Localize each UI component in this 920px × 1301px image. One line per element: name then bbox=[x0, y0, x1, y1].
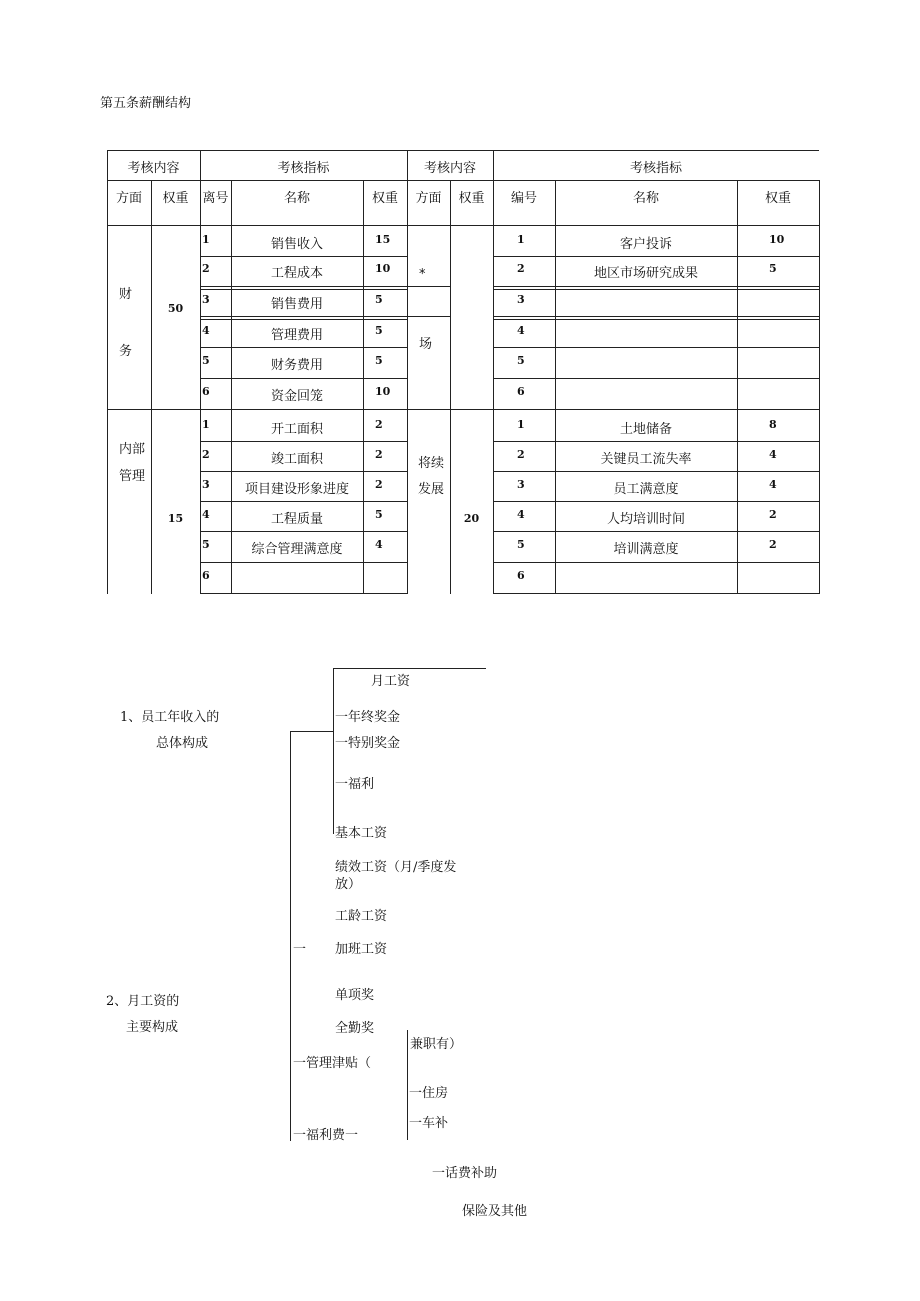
section2-title-line1: 2、月工资的 bbox=[106, 994, 180, 1009]
header-aspect-right: 方面 bbox=[415, 191, 442, 206]
sustain-weight: 20 bbox=[463, 512, 480, 525]
header-name-left: 名称 bbox=[283, 191, 310, 206]
internal-row-number: 4 bbox=[202, 508, 210, 521]
monthly-salary: 月工资 bbox=[371, 674, 411, 689]
base-salary: 基本工资 bbox=[335, 826, 388, 841]
sustain-row-number: 6 bbox=[517, 569, 525, 582]
seniority-salary: 工龄工资 bbox=[335, 909, 388, 924]
sustain-row-number: 5 bbox=[517, 538, 525, 551]
sustain-label-2: 发展 bbox=[418, 482, 445, 497]
internal-row-number: 1 bbox=[202, 418, 210, 431]
sustain-row-weight: 4 bbox=[769, 478, 777, 491]
page-heading: 第五条薪酬结构 bbox=[100, 96, 192, 111]
market-row-number: 4 bbox=[517, 324, 525, 337]
sustain-row-number: 3 bbox=[517, 478, 525, 491]
sustain-row-name: 土地储备 bbox=[619, 422, 672, 437]
sustain-row-weight: 2 bbox=[769, 508, 777, 521]
internal-row-weight: 5 bbox=[375, 508, 383, 521]
performance-salary-line1: 绩效工资（月/季度发 bbox=[335, 860, 457, 875]
sustain-label-1: 将续 bbox=[418, 456, 445, 471]
finance-row-name: 销售收入 bbox=[270, 237, 323, 252]
header-weight-left: 权重 bbox=[162, 191, 189, 206]
finance-row-number: 2 bbox=[202, 262, 210, 275]
internal-row-weight: 2 bbox=[375, 418, 383, 431]
finance-label-1: 财 bbox=[119, 287, 133, 302]
market-row-weight: 10 bbox=[769, 233, 785, 246]
market-row-number: 3 bbox=[517, 293, 525, 306]
market-row-number: 2 bbox=[517, 262, 525, 275]
finance-row-weight: 15 bbox=[375, 233, 391, 246]
finance-weight: 50 bbox=[167, 302, 184, 315]
sustain-row-name: 员工满意度 bbox=[613, 482, 679, 497]
header-indicator-left: 考核指标 bbox=[277, 161, 330, 176]
finance-row-name: 销售费用 bbox=[270, 297, 323, 312]
welfare-fee: 一福利费一 bbox=[293, 1128, 359, 1143]
sustain-row-name: 关键员工流失率 bbox=[600, 452, 692, 467]
internal-label-2: 管理 bbox=[119, 469, 146, 484]
internal-row-number: 6 bbox=[202, 569, 210, 582]
internal-row-weight: 2 bbox=[375, 448, 383, 461]
finance-row-name: 资金回笼 bbox=[270, 389, 323, 404]
internal-row-name: 工程质量 bbox=[270, 512, 323, 527]
internal-row-name: 项目建设形象进度 bbox=[244, 482, 349, 497]
market-row-number: 1 bbox=[517, 233, 525, 246]
concurrent-position: 兼职有） bbox=[410, 1037, 463, 1052]
market-label-2: 场 bbox=[419, 337, 433, 352]
finance-label-2: 务 bbox=[119, 344, 133, 359]
tree-dash: 一 bbox=[293, 942, 307, 957]
finance-row-number: 5 bbox=[202, 354, 210, 367]
sustain-row-weight: 2 bbox=[769, 538, 777, 551]
finance-row-weight: 5 bbox=[375, 324, 383, 337]
housing-allowance: 一住房 bbox=[409, 1086, 449, 1101]
market-row-number: 6 bbox=[517, 385, 525, 398]
internal-row-weight: 4 bbox=[375, 538, 383, 551]
internal-row-number: 2 bbox=[202, 448, 210, 461]
finance-row-number: 1 bbox=[202, 233, 210, 246]
header-weight-left-2: 权重 bbox=[371, 191, 398, 206]
sustain-row-name: 人均培训时间 bbox=[606, 512, 685, 527]
internal-label-1: 内部 bbox=[119, 442, 146, 457]
section1-title-line1: 1、员工年收入的 bbox=[120, 710, 220, 725]
finance-row-weight: 5 bbox=[375, 293, 383, 306]
finance-row-number: 4 bbox=[202, 324, 210, 337]
market-row-weight: 5 bbox=[769, 262, 777, 275]
section2-title-line2: 主要构成 bbox=[126, 1020, 179, 1035]
header-weight-right: 权重 bbox=[458, 191, 485, 206]
internal-row-name: 综合管理满意度 bbox=[251, 542, 343, 557]
finance-row-weight: 10 bbox=[375, 262, 391, 275]
header-aspect-left: 方面 bbox=[115, 191, 142, 206]
header-content-left: 考核内容 bbox=[127, 161, 180, 176]
market-row-name: 地区市场研究成果 bbox=[593, 266, 698, 281]
performance-salary-line2: 放） bbox=[335, 877, 362, 892]
header-name-right: 名称 bbox=[632, 191, 659, 206]
section1-title-line2: 总体构成 bbox=[156, 736, 209, 751]
header-indicator-right: 考核指标 bbox=[629, 161, 682, 176]
welfare: 一福利 bbox=[335, 777, 375, 792]
single-award: 单项奖 bbox=[335, 988, 375, 1003]
finance-row-weight: 5 bbox=[375, 354, 383, 367]
year-end-bonus: 一年终奖金 bbox=[335, 710, 401, 725]
internal-row-number: 3 bbox=[202, 478, 210, 491]
internal-row-number: 5 bbox=[202, 538, 210, 551]
sustain-row-number: 4 bbox=[517, 508, 525, 521]
phone-subsidy: 一话费补助 bbox=[432, 1166, 498, 1181]
sustain-row-name: 培训满意度 bbox=[613, 542, 679, 557]
finance-row-name: 管理费用 bbox=[270, 328, 323, 343]
attendance-award: 全勤奖 bbox=[335, 1021, 375, 1036]
finance-row-number: 3 bbox=[202, 293, 210, 306]
finance-row-name: 工程成本 bbox=[270, 266, 323, 281]
overtime-salary: 加班工资 bbox=[335, 942, 388, 957]
sustain-row-number: 1 bbox=[517, 418, 525, 431]
finance-row-weight: 10 bbox=[375, 385, 391, 398]
sustain-row-weight: 4 bbox=[769, 448, 777, 461]
management-allowance: 一管理津贴（ bbox=[293, 1056, 372, 1071]
sustain-row-number: 2 bbox=[517, 448, 525, 461]
header-seq-left: 离号 bbox=[202, 191, 229, 206]
internal-row-name: 竣工面积 bbox=[270, 452, 323, 467]
finance-row-name: 财务费用 bbox=[270, 358, 323, 373]
sustain-row-weight: 8 bbox=[769, 418, 777, 431]
special-bonus: 一特别奖金 bbox=[335, 736, 401, 751]
header-seq-right: 编号 bbox=[510, 191, 537, 206]
market-label-1: * bbox=[419, 267, 426, 282]
car-allowance: 一车补 bbox=[409, 1116, 449, 1131]
internal-row-name: 开工面积 bbox=[270, 422, 323, 437]
header-content-right: 考核内容 bbox=[423, 161, 476, 176]
internal-row-weight: 2 bbox=[375, 478, 383, 491]
finance-row-number: 6 bbox=[202, 385, 210, 398]
insurance-and-other: 保险及其他 bbox=[462, 1204, 528, 1219]
internal-weight: 15 bbox=[167, 512, 184, 525]
market-row-number: 5 bbox=[517, 354, 525, 367]
header-weight-right-2: 权重 bbox=[764, 191, 791, 206]
market-row-name: 客户投诉 bbox=[619, 237, 672, 252]
